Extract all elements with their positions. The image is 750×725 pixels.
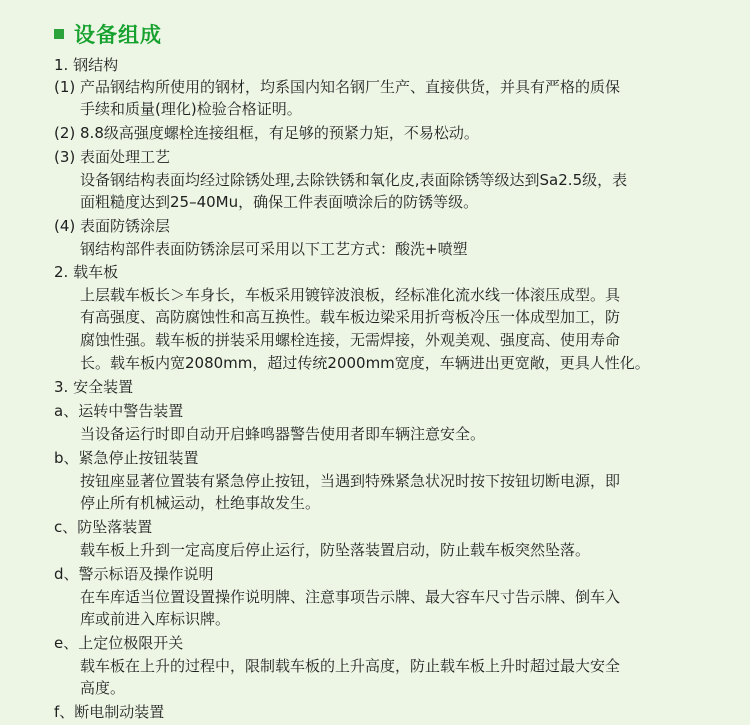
square-bullet-icon xyxy=(54,29,64,39)
item-2-text-1: 上层载车板长＞车身长，车板采用镀锌波浪板，经标准化流水线一体滚压成型。具 xyxy=(80,286,621,304)
item-3-title: 3. 安全装置 xyxy=(54,378,134,396)
item-3d-text: 在车库适当位置设置操作说明牌、注意事项告示牌、最大容车尺寸告示牌、倒车入 xyxy=(80,588,621,606)
item-1-1-text-cont: 手续和质量(理化)检验合格证明。 xyxy=(80,100,302,118)
item-3c-title: c、防坠落装置 xyxy=(54,518,153,536)
item-1-3-text-cont: 面粗糙度达到25–40Mu，确保工件表面喷涂后的防锈等级。 xyxy=(80,193,479,211)
item-3b-title: b、紧急停止按钮装置 xyxy=(54,449,199,467)
item-3b-text: 按钮座显著位置装有紧急停止按钮，当遇到特殊紧急状况时按下按钮切断电源，即 xyxy=(80,472,621,490)
item-2-text-3: 腐蚀性强。载车板的拼装采用螺栓连接，无需焊接，外观美观、强度高、使用寿命 xyxy=(80,331,621,349)
item-1-title: 1. 钢结构 xyxy=(54,56,119,74)
item-2-title: 2. 载车板 xyxy=(54,263,119,281)
item-1-3-title: (3) 表面处理工艺 xyxy=(54,148,171,166)
item-1-3-text: 设备钢结构表面均经过除锈处理,去除铁锈和氧化皮,表面除锈等级达到Sa2.5级，表 xyxy=(80,171,628,189)
item-3d-text-cont: 库或前进入库标识牌。 xyxy=(80,610,231,628)
item-3a-title: a、运转中警告装置 xyxy=(54,402,184,420)
item-3a-text: 当设备运行时即自动开启蜂鸣器警告使用者即车辆注意安全。 xyxy=(80,425,486,443)
item-3e-title: e、上定位极限开关 xyxy=(54,634,184,652)
item-3f-title: f、断电制动装置 xyxy=(54,703,165,721)
item-3e-text-cont: 高度。 xyxy=(80,679,126,697)
item-3b-text-cont: 停止所有机械运动，杜绝事故发生。 xyxy=(80,494,321,512)
item-2-text-4: 长。载车板内宽2080mm，超过传统2000mm宽度，车辆进出更宽敞，更具人性化。 xyxy=(80,354,650,372)
item-3d-title: d、警示标语及操作说明 xyxy=(54,565,214,583)
item-2-text-2: 有高强度、高防腐蚀性和高互换性。载车板边梁采用折弯板冷压一体成型加工，防 xyxy=(80,308,621,326)
item-1-2-text: (2) 8.8级高强度螺栓连接组框，有足够的预紧力矩，不易松动。 xyxy=(54,124,479,142)
item-1-4-title: (4) 表面防锈涂层 xyxy=(54,217,171,235)
section-title: 设备组成 xyxy=(74,23,162,47)
item-3e-text: 载车板在上升的过程中，限制载车板的上升高度，防止载车板上升时超过最大安全 xyxy=(80,657,621,675)
item-1-4-text: 钢结构部件表面防锈涂层可采用以下工艺方式：酸洗+喷塑 xyxy=(80,240,468,258)
item-3c-text: 载车板上升到一定高度后停止运行，防坠落装置启动，防止载车板突然坠落。 xyxy=(80,541,591,559)
item-1-1-text: (1) 产品钢结构所使用的钢材，均系国内知名钢厂生产、直接供货，并具有严格的质保 xyxy=(54,78,621,96)
section-heading xyxy=(54,19,162,49)
